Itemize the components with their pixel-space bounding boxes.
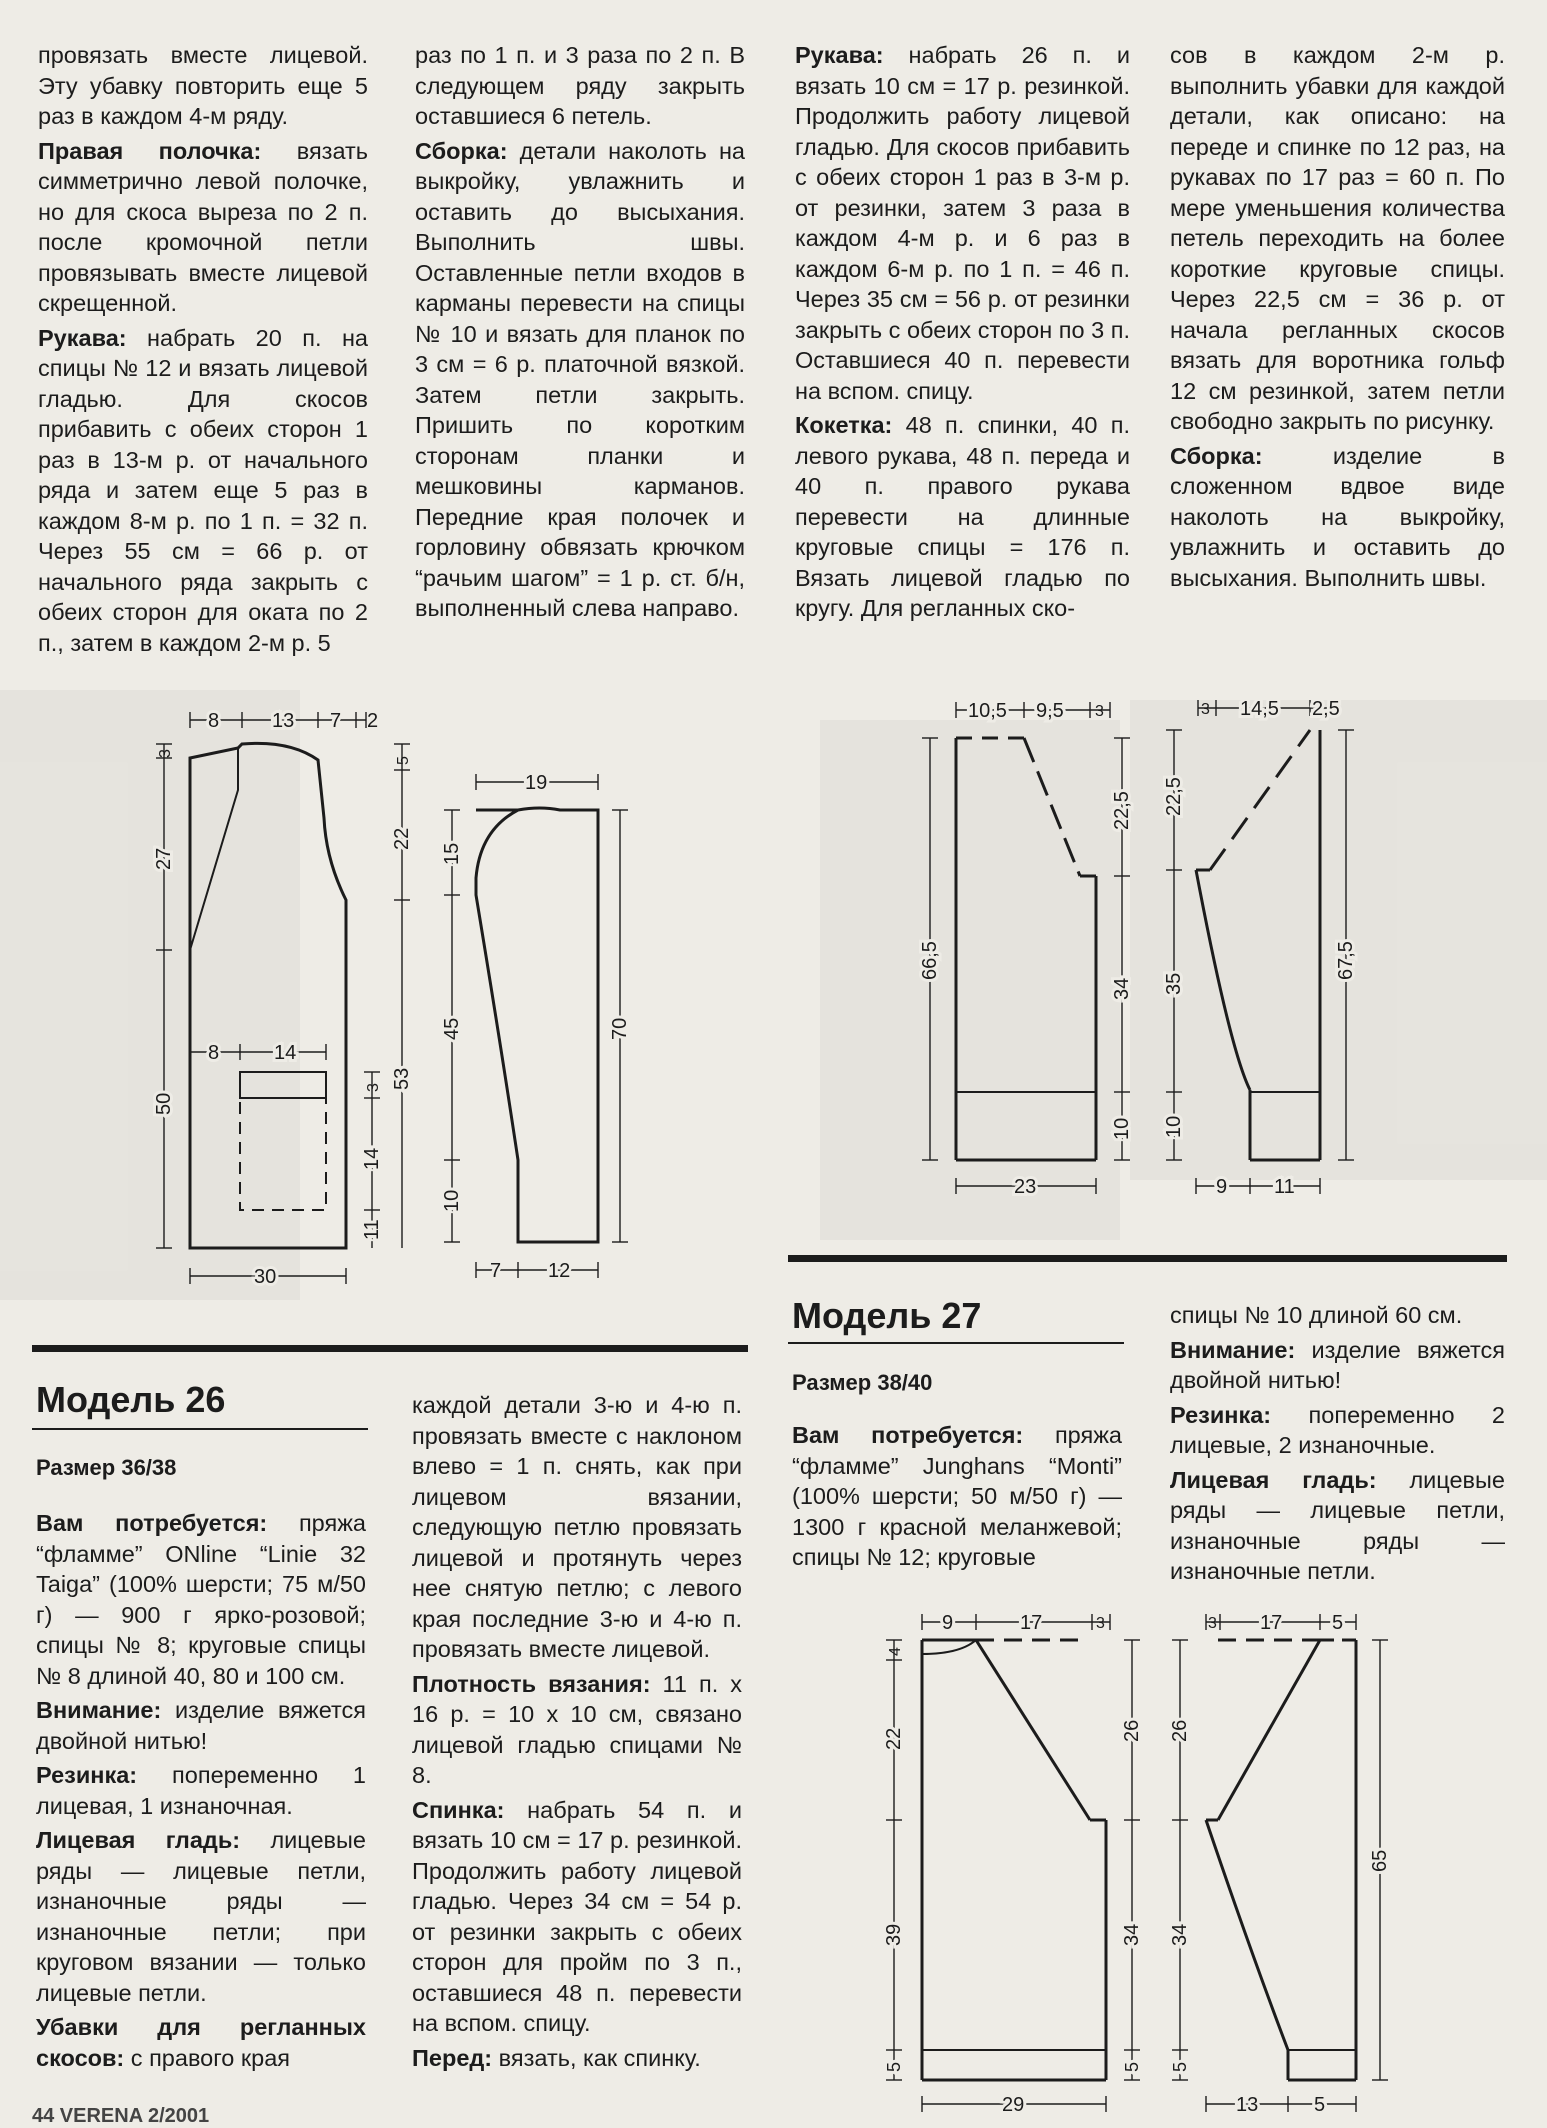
model-27-column-2: [1170, 1300, 1505, 1591]
pattern-diagram-front: [150, 700, 420, 1300]
dimension-label: 14,5: [1240, 698, 1279, 720]
dimension-label: 22,5: [1163, 777, 1185, 816]
title-underline: [32, 1428, 368, 1430]
dimension-label: 3: [157, 749, 174, 758]
dimension-label: 65: [1369, 1849, 1391, 1872]
model-27-size: Размер 38/40: [792, 1370, 933, 1395]
dimension-label: 10: [441, 1189, 463, 1212]
section-heading: Плотность вязания:: [412, 1670, 651, 1697]
dimension-label: 15: [441, 842, 463, 865]
dimension-label: 13: [1236, 2094, 1259, 2115]
dimension-label: 4: [887, 1647, 904, 1656]
paragraph: [1170, 1400, 1505, 1461]
dimension-label: 9: [942, 1612, 954, 1634]
dimension-label: 29: [1002, 2094, 1025, 2115]
section-heading: Внимание:: [1170, 1336, 1296, 1363]
paragraph-text: лицевые ряды — лицевые петли, изнаночные ряды — изнаночные петли.: [1170, 1466, 1505, 1584]
dimension-label: 3: [1201, 701, 1210, 718]
dimension-label: 9: [1216, 1176, 1228, 1198]
paragraph-text: пряжа “фламме” Junghans “Monti” (100% шерсти; 50 м/50 г) — 1300 г красной меланжевой; спицы № 12; круговые: [792, 1422, 1122, 1570]
dimension-label: 5: [1332, 1612, 1344, 1634]
dimension-label: 23: [1014, 1176, 1037, 1198]
paragraph: [36, 2012, 366, 2073]
dimension-label: 34: [1111, 977, 1133, 1000]
paragraph: [412, 1669, 742, 1791]
section-heading: Лицевая гладь:: [1170, 1466, 1377, 1493]
paragraph: [1170, 1335, 1505, 1396]
dimension-label: 45: [441, 1017, 463, 1040]
dimension-label: 26: [1169, 1719, 1191, 1742]
paragraph: [412, 1795, 742, 2039]
dimension-label: 7: [490, 1260, 502, 1282]
paragraph: раз по 1 п. и 3 раза по 2 п. В следующем ряду закрыть оставшиеся 6 петель.: [415, 42, 745, 129]
paragraph-text: детали наколоть на выкройку, увлажнить и оставить до высыхания. Выполнить швы. Оставленные петли входов в карманы перевести на спицы № 10 и вязать для планок по 3 см = 6 р. платочной вязкой. Затем петли закрыть. Пришить по коротким сторонам планки и мешковины карманов. Передние края полочек и горловину обвязать крючком “рачьим шагом” = 1 р. ст. б/н, выполненный слева направо.: [415, 137, 745, 621]
section-heading: Лицевая гладь:: [36, 1827, 241, 1853]
dimension-label: 2,5: [1312, 698, 1340, 720]
paragraph: спицы № 10 длиной 60 см.: [1170, 1302, 1463, 1328]
paragraph-text: изделие вяжется двойной нитью!: [36, 1697, 366, 1754]
dimension-label: 10: [1111, 1117, 1133, 1140]
paragraph-text: лицевые ряды — лицевые петли, изнаночные ряды — изнаночные петли; при круговом вязании — только лицевые петли.: [36, 1827, 366, 2006]
paragraph: [38, 323, 368, 659]
paragraph: [36, 1695, 366, 1756]
title-underline: [788, 1342, 1124, 1344]
dimension-label: 14: [274, 1042, 297, 1064]
dimension-label: 34: [1169, 1923, 1191, 1946]
dimension-label: 19: [525, 772, 548, 794]
pattern-diagram-back: [900, 690, 1140, 1210]
paragraph: [38, 136, 368, 319]
model-27-column-1: [792, 1420, 1122, 1577]
paragraph-text: набрать 20 п. на спицы № 12 и вязать лицевой гладью. Для скосов прибавить с обеих сторон 1 раз в 13-м р. от начального ряда и затем еще 5 раз в каждом 8-м р. по 1 п. = 32 п. Через 55 см = 66 р. от начального ряда закрыть с обеих сторон для оката по 2 п., затем в каждом 2-м р. 5: [38, 324, 368, 656]
paragraph: [415, 136, 745, 624]
section-heading: Сборка:: [415, 137, 508, 164]
text-column-3: [795, 40, 1130, 628]
section-heading: Рукава:: [795, 42, 884, 68]
paragraph: провязать вместе лицевой. Эту убавку повторить еще 5 раз в каждом 4-м ряду.: [38, 42, 368, 129]
paragraph-text: пряжа “фламме” ONline “Linie 32 Taiga” (100% шерсти; 75 м/50 г) — 900 г ярко-розовой; спицы № 8; круговые спицы № 8 длиной 40, 80 и 100 см.: [36, 1510, 366, 1689]
section-heading: Внимание:: [36, 1697, 162, 1723]
section-heading: Правая полочка:: [38, 137, 262, 164]
dimension-label: 13: [272, 710, 295, 732]
section-heading: Резинка:: [36, 1762, 138, 1788]
dimension-label: 10,5: [968, 700, 1007, 722]
section-heading: Кокетка:: [795, 412, 893, 438]
section-heading: Перед:: [412, 2044, 493, 2071]
section-heading: Вам потребуется:: [792, 1422, 1024, 1448]
dimension-label: 5: [1314, 2094, 1326, 2115]
paragraph: [795, 40, 1130, 406]
paragraph: [792, 1420, 1122, 1573]
model-26-title: Модель 26: [36, 1379, 226, 1420]
section-heading: Спинка:: [412, 1796, 505, 1823]
dimension-label: 10: [1163, 1115, 1185, 1138]
dimension-label: 27: [153, 847, 175, 870]
paragraph: каждой детали 3-ю и 4-ю п. провязать вместе с наклоном влево = 1 п. снять, как при лицевом вязании, следующую петлю провязать лицевой и протянуть через нее снятую петлю; с левого края последние 3-ю и 4-ю п. провязать вместе лицевой.: [412, 1392, 742, 1662]
pattern-diagram-sleeve: [430, 770, 650, 1300]
paragraph-text: набрать 54 п. и вязать 10 см = 17 р. резинкой. Продолжить работу лицевой гладью. Через 34 см = 54 р. от резинки закрыть с обеих сторон для пройм по 3 п., оставшиеся 48 п. перевести на вспом. спицу.: [412, 1796, 742, 2036]
dimension-label: 17: [1020, 1612, 1043, 1634]
dimension-label: 35: [1163, 972, 1185, 995]
pattern-diagram-raglan-sleeve: [1150, 690, 1370, 1210]
section-divider: [32, 1345, 748, 1352]
dimension-label: 3: [1208, 1615, 1217, 1632]
dimension-label: 14: [361, 1147, 383, 1170]
dimension-label: 9,5: [1036, 700, 1064, 722]
paragraph: [36, 1508, 366, 1691]
paragraph: [1170, 441, 1505, 594]
dimension-label: 26: [1121, 1719, 1143, 1742]
dimension-label: 17: [1260, 1612, 1283, 1634]
dimension-label: 3: [1096, 1615, 1105, 1632]
paragraph: [412, 2043, 742, 2074]
model-26-size: Размер 36/38: [36, 1455, 177, 1480]
dimension-label: 34: [1121, 1923, 1143, 1946]
page-footer: 44 VERENA 2/2001: [32, 2105, 210, 2127]
paragraph-text: попеременно 2 лицевые, 2 изнаночные.: [1170, 1401, 1505, 1458]
paragraph: [1170, 1465, 1505, 1587]
dimension-label: 53: [391, 1067, 413, 1090]
dimension-label: 22,5: [1111, 791, 1133, 830]
model-27-title: Модель 27: [792, 1295, 982, 1336]
dimension-label: 11: [1274, 1176, 1295, 1198]
section-divider: [788, 1255, 1507, 1262]
section-heading: Резинка:: [1170, 1401, 1272, 1428]
dimension-label: 67,5: [1335, 941, 1357, 980]
dimension-label: 22: [391, 827, 413, 850]
dimension-label: 8: [208, 1042, 220, 1064]
paragraph-text: попеременно 1 лицевая, 1 изнаночная.: [36, 1762, 366, 1819]
pattern-diagram-model27-back: [870, 1610, 1150, 2115]
paragraph: [36, 1760, 366, 1821]
dimension-label: 5: [1122, 2061, 1142, 2072]
section-heading: Сборка:: [1170, 442, 1263, 469]
paragraph-text: 48 п. спинки, 40 п. левого рукава, 48 п. переда и 40 п. правого рукава перевести на длинные круговые спицы = 176 п. Вязать лицевой гладью по кругу. Для регланных ско-: [795, 412, 1130, 621]
pattern-diagram-model27-sleeve: [1150, 1610, 1410, 2115]
dimension-label: 5: [395, 756, 412, 765]
model-26-column-1: [36, 1508, 366, 2077]
dimension-label: 3: [1095, 703, 1104, 720]
section-heading: Вам потребуется:: [36, 1510, 268, 1536]
paragraph-text: изделие в сложенном вдвое виде наколоть на выкройку, увлажнить и оставить до высыхания. Выполнить швы.: [1170, 442, 1505, 591]
paragraph-text: 11 п. х 16 р. = 10 х 10 см, связано лицевой гладью спицами № 8.: [412, 1670, 742, 1788]
dimension-label: 8: [208, 710, 220, 732]
dimension-label: 5: [1170, 2061, 1190, 2072]
dimension-label: 12: [548, 1260, 571, 1282]
text-column-4: [1170, 40, 1505, 597]
paragraph: [36, 1825, 366, 2008]
text-column-1: [38, 40, 368, 662]
dimension-label: 66,5: [919, 941, 941, 980]
section-heading: Убавки для регланных скосов:: [36, 2014, 366, 2071]
paragraph-text: набрать 26 п. и вязать 10 см = 17 р. резинкой. Продолжить работу лицевой гладью. Для скосов прибавить с обеих сторон 1 раз в 3-м р. от резинки, затем 3 раза в каждом 4-м р. и 6 раз в каждом 6-м р. по 1 п. = 46 п. Через 35 см = 56 р. от резинки закрыть с обеих сторон по 3 п. Оставшиеся 40 п. перевести на вспом. спицу.: [795, 42, 1130, 404]
dimension-label: 30: [254, 1266, 277, 1288]
paragraph: [795, 410, 1130, 624]
dimension-label: 11: [361, 1219, 383, 1240]
paragraph-text: вязать, как спинку.: [492, 2044, 701, 2071]
paragraph-text: с правого края: [124, 2044, 291, 2071]
model-26-column-2: [412, 1390, 742, 2077]
dimension-label: 2: [367, 710, 379, 732]
dimension-label: 70: [609, 1017, 631, 1040]
dimension-label: 5: [884, 2061, 904, 2072]
dimension-label: 22: [883, 1727, 905, 1750]
dimension-label: 3: [365, 1083, 382, 1092]
dimension-label: 39: [883, 1923, 905, 1946]
dimension-label: 7: [330, 710, 342, 732]
dimension-label: 50: [153, 1092, 175, 1115]
text-column-2: [415, 40, 745, 628]
paragraph-text: изделие вяжется двойной нитью!: [1170, 1336, 1505, 1393]
paragraph: сов в каждом 2-м р. выполнить убавки для каждой детали, как описано: на переде и спинке по 12 раз, на рукавах по 17 раз = 60 п. По мере уменьшения количества петель переходить на более короткие круговые спицы. Через 22,5 см = 36 р. от начала регланных скосов вязать для воротника гольф 12 см резинкой, затем петли свободно закрыть по рисунку.: [1170, 42, 1505, 434]
paragraph-text: вязать симметрично левой полочке, но для скоса выреза по 2 п. после кромочной петли провязывать вместе лицевой скрещенной.: [38, 137, 369, 316]
section-heading: Рукава:: [38, 324, 127, 351]
